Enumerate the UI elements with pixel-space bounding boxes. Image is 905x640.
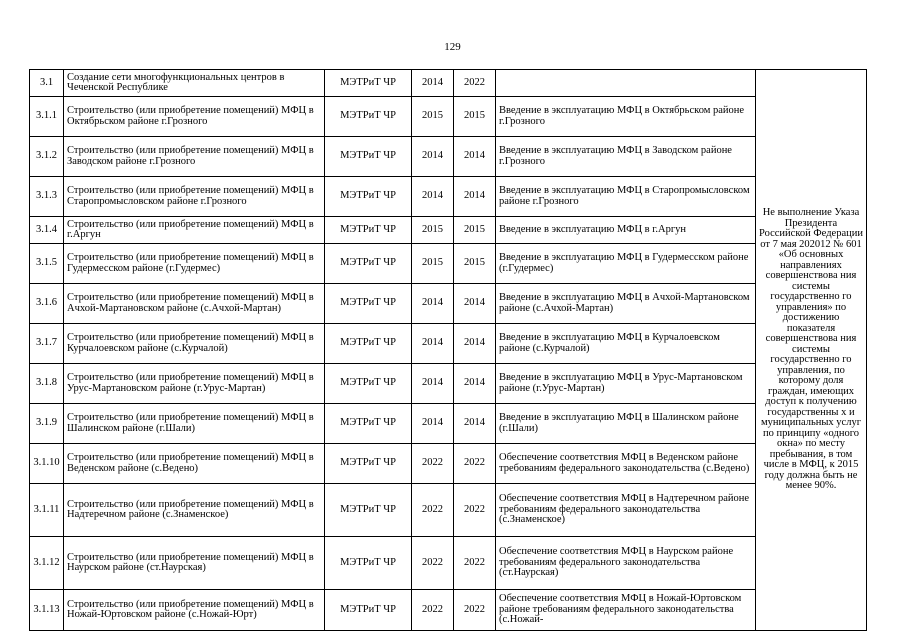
expected-result: Введение в эксплуатацию МФЦ в Старопромысловском районе г.Грозного — [496, 177, 756, 217]
start-year: 2014 — [412, 364, 454, 404]
end-year: 2014 — [454, 137, 496, 177]
table-row — [30, 444, 867, 484]
start-year: 2014 — [412, 404, 454, 444]
executor: МЭТРиТ ЧР — [325, 590, 412, 631]
table-row — [30, 404, 867, 444]
end-year: 2022 — [454, 70, 496, 97]
row-number: 3.1.12 — [30, 537, 64, 590]
start-year: 2022 — [412, 484, 454, 537]
measure-name: Создание сети многофункциональных центров в Чеченской Республике — [64, 70, 325, 97]
executor: МЭТРиТ ЧР — [325, 364, 412, 404]
start-year: 2014 — [412, 324, 454, 364]
table-row — [30, 177, 867, 217]
row-number: 3.1.6 — [30, 284, 64, 324]
row-number: 3.1.5 — [30, 244, 64, 284]
start-year: 2014 — [412, 70, 454, 97]
table-row — [30, 70, 867, 97]
measure-name: Строительство (или приобретение помещений) МФЦ в Ачхой-Мартановском районе (с.Ачхой-Мартан) — [64, 284, 325, 324]
measure-name: Строительство (или приобретение помещений) МФЦ в Веденском районе (с.Ведено) — [64, 444, 325, 484]
end-year: 2022 — [454, 537, 496, 590]
page-number: 129 — [444, 41, 461, 53]
row-number: 3.1.9 — [30, 404, 64, 444]
measures-table — [29, 69, 867, 631]
measure-name: Строительство (или приобретение помещений) МФЦ в Октябрьском районе г.Грозного — [64, 97, 325, 137]
expected-result: Обеспечение соответствия МФЦ в Веденском районе требованиям федерального законодательства (с.Ведено) — [496, 444, 756, 484]
measure-name: Строительство (или приобретение помещений) МФЦ в Шалинском районе (г.Шали) — [64, 404, 325, 444]
executor: МЭТРиТ ЧР — [325, 70, 412, 97]
start-year: 2022 — [412, 444, 454, 484]
expected-result: Введение в эксплуатацию МФЦ в Гудермесском районе (г.Гудермес) — [496, 244, 756, 284]
row-number: 3.1.3 — [30, 177, 64, 217]
side-note: Не выполнение Указа Президента Российской Федерации от 7 мая 202012 № 601 «Об основных направлениях совершенствова ния системы государственно го управления» по достижению показателя совершенствова ния системы государственно го управления, по которому доля граждан, имеющих доступ к получению государственны х и муниципальных услуг по принципу «одного окна» по месту пребывания, в том числе в МФЦ, к 2015 году должна быть не менее 90%. — [756, 70, 867, 631]
end-year: 2014 — [454, 284, 496, 324]
executor: МЭТРиТ ЧР — [325, 284, 412, 324]
end-year: 2014 — [454, 324, 496, 364]
end-year: 2014 — [454, 177, 496, 217]
table-body — [30, 70, 867, 631]
end-year: 2015 — [454, 97, 496, 137]
executor: МЭТРиТ ЧР — [325, 244, 412, 284]
row-number: 3.1.11 — [30, 484, 64, 537]
table-row — [30, 324, 867, 364]
executor: МЭТРиТ ЧР — [325, 177, 412, 217]
expected-result: Введение в эксплуатацию МФЦ в Урус-Мартановском районе (г.Урус-Мартан) — [496, 364, 756, 404]
executor: МЭТРиТ ЧР — [325, 537, 412, 590]
row-number: 3.1 — [30, 70, 64, 97]
table-row — [30, 284, 867, 324]
end-year: 2022 — [454, 444, 496, 484]
expected-result: Введение в эксплуатацию МФЦ в Шалинском районе (г.Шали) — [496, 404, 756, 444]
start-year: 2022 — [412, 590, 454, 631]
executor: МЭТРиТ ЧР — [325, 404, 412, 444]
expected-result: Обеспечение соответствия МФЦ в Надтеречном районе требованиям федерального законодательства (с.Знаменское) — [496, 484, 756, 537]
expected-result — [496, 70, 756, 97]
measure-name: Строительство (или приобретение помещений) МФЦ в Надтеречном районе (с.Знаменское) — [64, 484, 325, 537]
start-year: 2014 — [412, 137, 454, 177]
table-row — [30, 137, 867, 177]
row-number: 3.1.4 — [30, 217, 64, 244]
row-number: 3.1.1 — [30, 97, 64, 137]
expected-result: Обеспечение соответствия МФЦ в Наурском районе требованиям федерального законодательства (ст.Наурская) — [496, 537, 756, 590]
measure-name: Строительство (или приобретение помещений) МФЦ в г.Аргун — [64, 217, 325, 244]
executor: МЭТРиТ ЧР — [325, 484, 412, 537]
measure-name: Строительство (или приобретение помещений) МФЦ в Наурском районе (ст.Наурская) — [64, 537, 325, 590]
start-year: 2015 — [412, 244, 454, 284]
end-year: 2015 — [454, 217, 496, 244]
measure-name: Строительство (или приобретение помещений) МФЦ в Старопромысловском районе г.Грозного — [64, 177, 325, 217]
end-year: 2022 — [454, 484, 496, 537]
table-row — [30, 537, 867, 590]
measure-name: Строительство (или приобретение помещений) МФЦ в Заводском районе г.Грозного — [64, 137, 325, 177]
table-row — [30, 97, 867, 137]
row-number: 3.1.8 — [30, 364, 64, 404]
row-number: 3.1.13 — [30, 590, 64, 631]
start-year: 2015 — [412, 217, 454, 244]
executor: МЭТРиТ ЧР — [325, 97, 412, 137]
table-row — [30, 217, 867, 244]
end-year: 2014 — [454, 364, 496, 404]
expected-result: Введение в эксплуатацию МФЦ в Ачхой-Мартановском районе (с.Ачхой-Мартан) — [496, 284, 756, 324]
expected-result: Введение в эксплуатацию МФЦ в Курчалоевском районе (с.Курчалой) — [496, 324, 756, 364]
row-number: 3.1.7 — [30, 324, 64, 364]
row-number: 3.1.2 — [30, 137, 64, 177]
measure-name: Строительство (или приобретение помещений) МФЦ в Курчалоевском районе (с.Курчалой) — [64, 324, 325, 364]
row-number: 3.1.10 — [30, 444, 64, 484]
executor: МЭТРиТ ЧР — [325, 324, 412, 364]
executor: МЭТРиТ ЧР — [325, 444, 412, 484]
start-year: 2022 — [412, 537, 454, 590]
start-year: 2014 — [412, 177, 454, 217]
expected-result: Введение в эксплуатацию МФЦ в г.Аргун — [496, 217, 756, 244]
end-year: 2015 — [454, 244, 496, 284]
end-year: 2022 — [454, 590, 496, 631]
table-row — [30, 590, 867, 631]
table-row — [30, 364, 867, 404]
start-year: 2015 — [412, 97, 454, 137]
start-year: 2014 — [412, 284, 454, 324]
measure-name: Строительство (или приобретение помещений) МФЦ в Урус-Мартановском районе (г.Урус-Мартан) — [64, 364, 325, 404]
expected-result: Введение в эксплуатацию МФЦ в Октябрьском районе г.Грозного — [496, 97, 756, 137]
executor: МЭТРиТ ЧР — [325, 137, 412, 177]
measure-name: Строительство (или приобретение помещений) МФЦ в Ножай-Юртовском районе (с.Ножай-Юрт) — [64, 590, 325, 631]
measure-name: Строительство (или приобретение помещений) МФЦ в Гудермесском районе (г.Гудермес) — [64, 244, 325, 284]
end-year: 2014 — [454, 404, 496, 444]
expected-result: Введение в эксплуатацию МФЦ в Заводском районе г.Грозного — [496, 137, 756, 177]
executor: МЭТРиТ ЧР — [325, 217, 412, 244]
expected-result: Обеспечение соответствия МФЦ в Ножай-Юртовском районе требованиям федерального законодательства (с.Ножай- — [496, 590, 756, 631]
table-row — [30, 484, 867, 537]
table-row — [30, 244, 867, 284]
